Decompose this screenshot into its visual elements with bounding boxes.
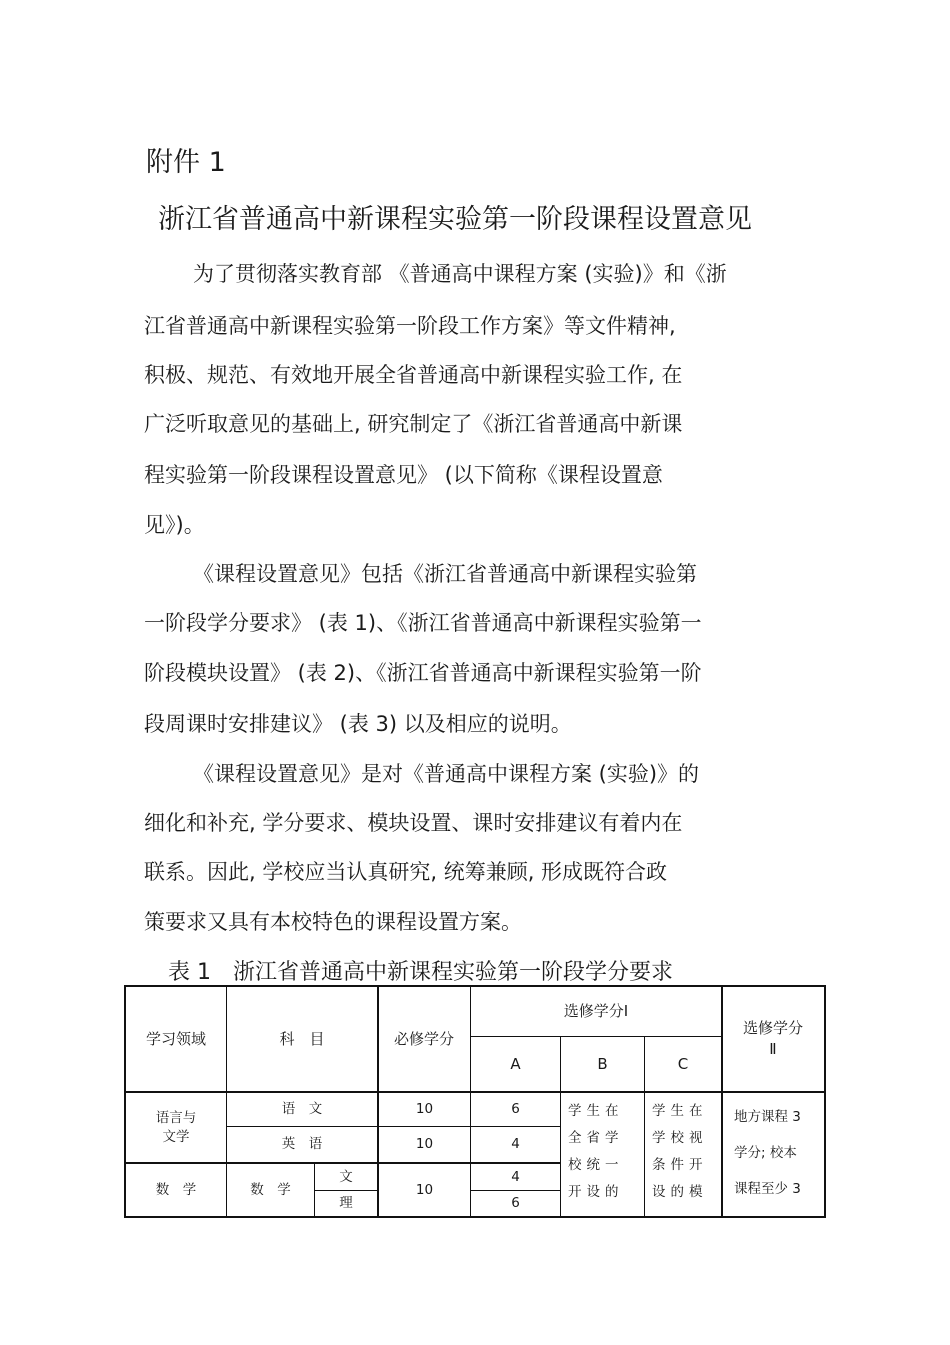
paragraph-line: 积极、规范、有效地开展全省普通高中新课程实验工作, 在 xyxy=(144,363,683,387)
elective-2-line: 课程至少 3 xyxy=(734,1181,801,1197)
header-required-credits: 必修学分 xyxy=(393,1029,454,1048)
paragraph-line: 为了贯彻落实教育部 《普通高中课程方案 (实验)》和《浙 xyxy=(193,262,727,286)
paragraph-line: 见》)。 xyxy=(144,513,205,537)
header-elective-credits-2: 选修学分Ⅱ xyxy=(742,1019,803,1058)
paragraph-line: 广泛听取意见的基础上, 研究制定了《浙江省普通高中新课 xyxy=(144,412,683,436)
header-column-a: A xyxy=(510,1054,521,1073)
header-column-b: B xyxy=(597,1054,608,1073)
paragraph-line: 细化和补充, 学分要求、模块设置、课时安排建议有着内在 xyxy=(144,811,683,835)
required-credits-value: 10 xyxy=(415,1101,434,1118)
elective-2-line: 地方课程 3 xyxy=(734,1109,801,1125)
header-column-c: C xyxy=(677,1054,689,1073)
table-caption: 表 1 浙江省普通高中新课程实验第一阶段学分要求 xyxy=(168,960,673,985)
paragraph-line: 段周课时安排建议》 (表 3) 以及相应的说明。 xyxy=(144,712,572,736)
paragraph-line: 一阶段学分要求》 (表 1)、《浙江省普通高中新课程实验第一 xyxy=(144,611,702,635)
subject-math: 数 学 xyxy=(250,1181,291,1198)
credit-requirements-table xyxy=(124,985,826,1218)
paragraph-line: 策要求又具有本校特色的课程设置方案。 xyxy=(144,910,522,934)
attachment-label: 附件 1 xyxy=(146,147,226,178)
elective-a-value: 6 xyxy=(511,1101,520,1118)
paragraph-line: 程实验第一阶段课程设置意见》 (以下简称《课程设置意 xyxy=(144,463,663,487)
elective-a-value: 6 xyxy=(511,1195,520,1212)
header-subject: 科 目 xyxy=(279,1029,325,1048)
track-arts: 文 xyxy=(339,1168,353,1185)
elective-2-line: 学分; 校本 xyxy=(734,1145,797,1161)
paragraph-line: 《课程设置意见》包括《浙江省普通高中新课程实验第 xyxy=(193,562,697,586)
paragraph-line: 江省普通高中新课程实验第一阶段工作方案》等文件精神, xyxy=(144,314,676,338)
elective-a-value: 4 xyxy=(511,1136,520,1153)
domain-language-literature: 语言与文学 xyxy=(155,1109,197,1145)
header-domain: 学习领域 xyxy=(145,1029,206,1048)
paragraph-line: 《课程设置意见》是对《普通高中课程方案 (实验)》的 xyxy=(193,762,700,786)
required-credits-value: 10 xyxy=(415,1181,434,1198)
elective-b-description: 学生在全省学校统一开设的 xyxy=(568,1103,624,1200)
paragraph-line: 阶段模块设置》 (表 2)、《浙江省普通高中新课程实验第一阶 xyxy=(144,661,702,685)
header-elective-credits-1: 选修学分Ⅰ xyxy=(563,1002,629,1020)
domain-mathematics: 数 学 xyxy=(155,1181,197,1198)
required-credits-value: 10 xyxy=(415,1136,434,1153)
table-border xyxy=(824,985,826,1218)
elective-c-description: 学生在学校视条件开设的模 xyxy=(652,1103,708,1200)
subject-english: 英 语 xyxy=(281,1136,323,1153)
subject-chinese: 语 文 xyxy=(281,1101,323,1118)
paragraph-line: 联系。因此, 学校应当认真研究, 统筹兼顾, 形成既符合政 xyxy=(144,860,668,884)
document-title: 浙江省普通高中新课程实验第一阶段课程设置意见 xyxy=(158,204,752,235)
track-science: 理 xyxy=(339,1195,353,1212)
elective-a-value: 4 xyxy=(511,1168,520,1185)
